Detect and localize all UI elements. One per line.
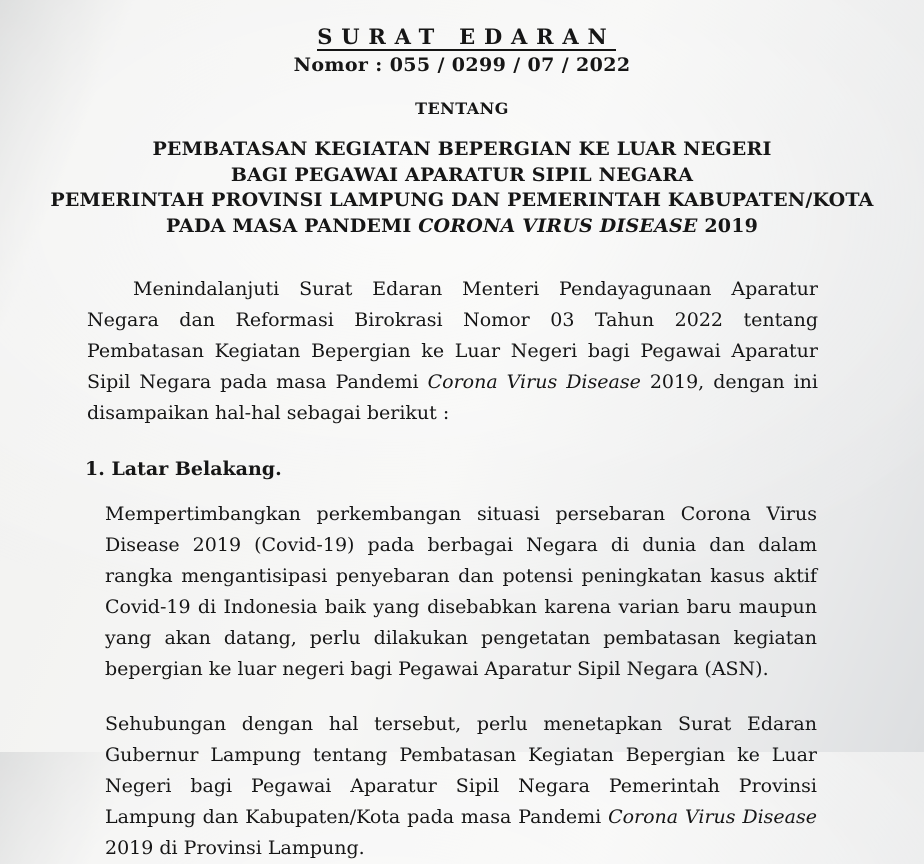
- section-1-heading: 1. Latar Belakang.: [85, 458, 282, 481]
- section-1-paragraph-2: [105, 709, 817, 864]
- subject-line-4-pre: PADA MASA PANDEMI: [165, 214, 419, 237]
- subject-line-4-post: 2019: [697, 214, 759, 237]
- intro-paragraph-italic: Corona Virus Disease: [427, 371, 641, 394]
- intro-paragraph: [87, 274, 818, 429]
- intro-paragraph-post: 2019, dengan ini disampaikan hal-hal sebagai berikut :: [87, 371, 818, 425]
- subject-line-2: BAGI PEGAWAI APARATUR SIPIL NEGARA: [230, 163, 694, 186]
- section-1-paragraph-1: Mempertimbangkan perkembangan situasi persebaran Corona Virus Disease 2019 (Covid-19) pada berbagai Negara di dunia dan dalam rangka mengantisipasi penyebaran dan potensi peningkatan kasus aktif Covid-19 di Indonesia baik yang disebabkan karena varian baru maupun yang akan datang, perlu dilakukan pengetatan pembatasan kegiatan bepergian ke luar negeri bagi Pegawai Aparatur Sipil Negara (ASN).: [105, 503, 817, 681]
- subject-line-1: PEMBATASAN KEGIATAN BEPERGIAN KE LUAR NEGERI: [152, 138, 772, 161]
- letter-title: SURAT EDARAN: [317, 25, 615, 51]
- letter-about-label: TENTANG: [415, 99, 509, 119]
- subject-line-3: PEMERINTAH PROVINSI LAMPUNG DAN PEMERINTAH KABUPATEN/KOTA: [50, 189, 874, 212]
- section-1-paragraph-2-italic: Corona Virus Disease: [608, 806, 818, 829]
- intro-paragraph-pre: Menindalanjuti Surat Edaran Menteri Pendayagunaan Aparatur Negara dan Reformasi Birokrasi Nomor 03 Tahun 2022 tentang Pembatasan Kegiatan Bepergian ke Luar Negeri bagi Pegawai Aparatur Sipil Negara pada masa Pandemi: [87, 278, 818, 394]
- subject-line-4: [0, 214, 924, 240]
- letter-number: Nomor : 055 / 0299 / 07 / 2022: [293, 54, 631, 77]
- section-1-paragraph-2-pre: Sehubungan dengan hal tersebut, perlu menetapkan Surat Edaran Gubernur Lampung tentang Pembatasan Kegiatan Bepergian ke Luar Negeri bagi Pegawai Aparatur Sipil Negara Pemerintah Provinsi Lampung dan Kabupaten/Kota pada masa Pandemi: [105, 713, 817, 829]
- letter-header: [0, 25, 924, 239]
- letter-title-wrap: [0, 25, 924, 51]
- letter-subject: [0, 137, 924, 239]
- subject-line-4-italic: CORONA VIRUS DISEASE: [418, 214, 698, 237]
- section-1-paragraph-2-post: 2019 di Provinsi Lampung.: [105, 837, 365, 860]
